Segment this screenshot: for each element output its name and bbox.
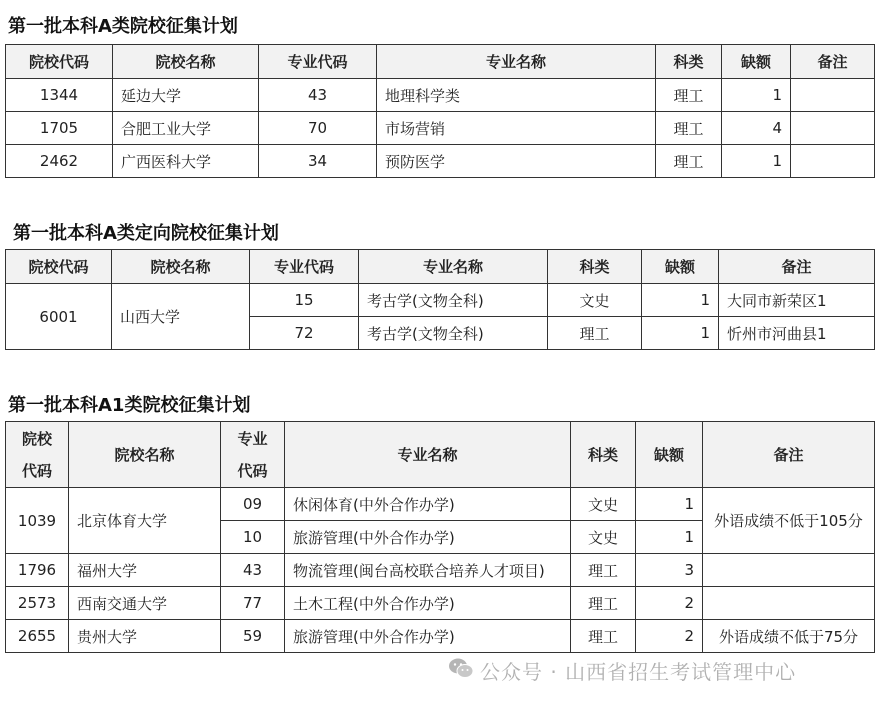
section-title-a-directed: 第一批本科A类定向院校征集计划 — [13, 223, 279, 244]
section-title-a1: 第一批本科A1类院校征集计划 — [8, 395, 251, 416]
table-row — [6, 284, 875, 317]
category: 理工 — [571, 587, 636, 620]
school-name: 福州大学 — [69, 554, 221, 587]
header-school-code: 院校代码 — [6, 250, 112, 284]
header-major-code — [221, 422, 285, 488]
header-school-code-line1: 院校 — [21, 429, 52, 448]
major-name: 预防医学 — [377, 145, 656, 178]
major-code: 43 — [221, 554, 285, 587]
vacancy: 1 — [722, 145, 791, 178]
vacancy: 3 — [636, 554, 703, 587]
school-code: 1705 — [6, 112, 113, 145]
category: 理工 — [656, 112, 722, 145]
school-name: 西南交通大学 — [69, 587, 221, 620]
major-code: 59 — [221, 620, 285, 653]
note — [703, 554, 875, 587]
major-code: 15 — [250, 284, 359, 317]
major-name: 旅游管理(中外合作办学) — [285, 620, 571, 653]
school-code: 1344 — [6, 79, 113, 112]
school-name: 贵州大学 — [69, 620, 221, 653]
header-major-code: 专业代码 — [259, 45, 377, 79]
school-name: 山西大学 — [112, 284, 250, 350]
header-note: 备注 — [703, 422, 875, 488]
watermark — [448, 656, 796, 684]
category: 理工 — [656, 79, 722, 112]
category: 理工 — [656, 145, 722, 178]
header-major-code: 专业代码 — [250, 250, 359, 284]
table-row — [6, 554, 875, 587]
watermark-text: 公众号 · 山西省招生考试管理中心 — [480, 659, 797, 684]
category: 文史 — [571, 488, 636, 521]
header-school-name: 院校名称 — [112, 250, 250, 284]
vacancy: 4 — [722, 112, 791, 145]
header-major-name: 专业名称 — [359, 250, 548, 284]
major-code: 72 — [250, 317, 359, 350]
table-a1 — [5, 421, 875, 653]
header-note: 备注 — [719, 250, 875, 284]
header-school-name: 院校名称 — [69, 422, 221, 488]
note — [703, 587, 875, 620]
header-school-name: 院校名称 — [113, 45, 259, 79]
vacancy: 1 — [722, 79, 791, 112]
vacancy: 1 — [642, 317, 719, 350]
header-vacancy: 缺额 — [636, 422, 703, 488]
table-a-directed — [5, 249, 875, 350]
major-name: 市场营销 — [377, 112, 656, 145]
school-name: 延边大学 — [113, 79, 259, 112]
note — [791, 79, 875, 112]
table-a — [5, 44, 875, 178]
major-name: 物流管理(闽台高校联合培养人才项目) — [285, 554, 571, 587]
category: 理工 — [571, 554, 636, 587]
major-name: 休闲体育(中外合作办学) — [285, 488, 571, 521]
table-row — [6, 79, 875, 112]
header-major-name: 专业名称 — [285, 422, 571, 488]
table-row — [6, 620, 875, 653]
header-major-code-line2: 代码 — [237, 461, 268, 480]
major-code: 43 — [259, 79, 377, 112]
header-category: 科类 — [571, 422, 636, 488]
vacancy: 1 — [636, 521, 703, 554]
note: 忻州市河曲县1 — [719, 317, 875, 350]
category: 文史 — [571, 521, 636, 554]
school-code: 1039 — [6, 488, 69, 554]
table-row — [6, 488, 875, 521]
note: 外语成绩不低于75分 — [703, 620, 875, 653]
vacancy: 2 — [636, 620, 703, 653]
school-code: 2462 — [6, 145, 113, 178]
vacancy: 2 — [636, 587, 703, 620]
header-category: 科类 — [548, 250, 642, 284]
school-name: 广西医科大学 — [113, 145, 259, 178]
major-name: 地理科学类 — [377, 79, 656, 112]
school-code: 6001 — [6, 284, 112, 350]
major-code: 10 — [221, 521, 285, 554]
section-title-a: 第一批本科A类院校征集计划 — [8, 16, 238, 37]
wechat-icon — [448, 657, 474, 684]
school-code: 1796 — [6, 554, 69, 587]
header-category: 科类 — [656, 45, 722, 79]
header-vacancy: 缺额 — [642, 250, 719, 284]
header-school-code — [6, 422, 69, 488]
category: 文史 — [548, 284, 642, 317]
vacancy: 1 — [642, 284, 719, 317]
note — [791, 145, 875, 178]
major-name: 旅游管理(中外合作办学) — [285, 521, 571, 554]
table-row — [6, 112, 875, 145]
school-code: 2573 — [6, 587, 69, 620]
major-name: 土木工程(中外合作办学) — [285, 587, 571, 620]
header-school-code: 院校代码 — [6, 45, 113, 79]
major-code: 70 — [259, 112, 377, 145]
vacancy: 1 — [636, 488, 703, 521]
header-major-name: 专业名称 — [377, 45, 656, 79]
category: 理工 — [571, 620, 636, 653]
note: 大同市新荣区1 — [719, 284, 875, 317]
category: 理工 — [548, 317, 642, 350]
major-name: 考古学(文物全科) — [359, 284, 548, 317]
major-code: 77 — [221, 587, 285, 620]
school-name: 合肥工业大学 — [113, 112, 259, 145]
table-row — [6, 145, 875, 178]
major-code: 34 — [259, 145, 377, 178]
note — [791, 112, 875, 145]
header-vacancy: 缺额 — [722, 45, 791, 79]
header-note: 备注 — [791, 45, 875, 79]
note: 外语成绩不低于105分 — [703, 488, 875, 554]
major-name: 考古学(文物全科) — [359, 317, 548, 350]
major-code: 09 — [221, 488, 285, 521]
header-major-code-line1: 专业 — [237, 429, 268, 448]
school-code: 2655 — [6, 620, 69, 653]
header-school-code-line2: 代码 — [21, 461, 52, 480]
school-name: 北京体育大学 — [69, 488, 221, 554]
table-row — [6, 587, 875, 620]
